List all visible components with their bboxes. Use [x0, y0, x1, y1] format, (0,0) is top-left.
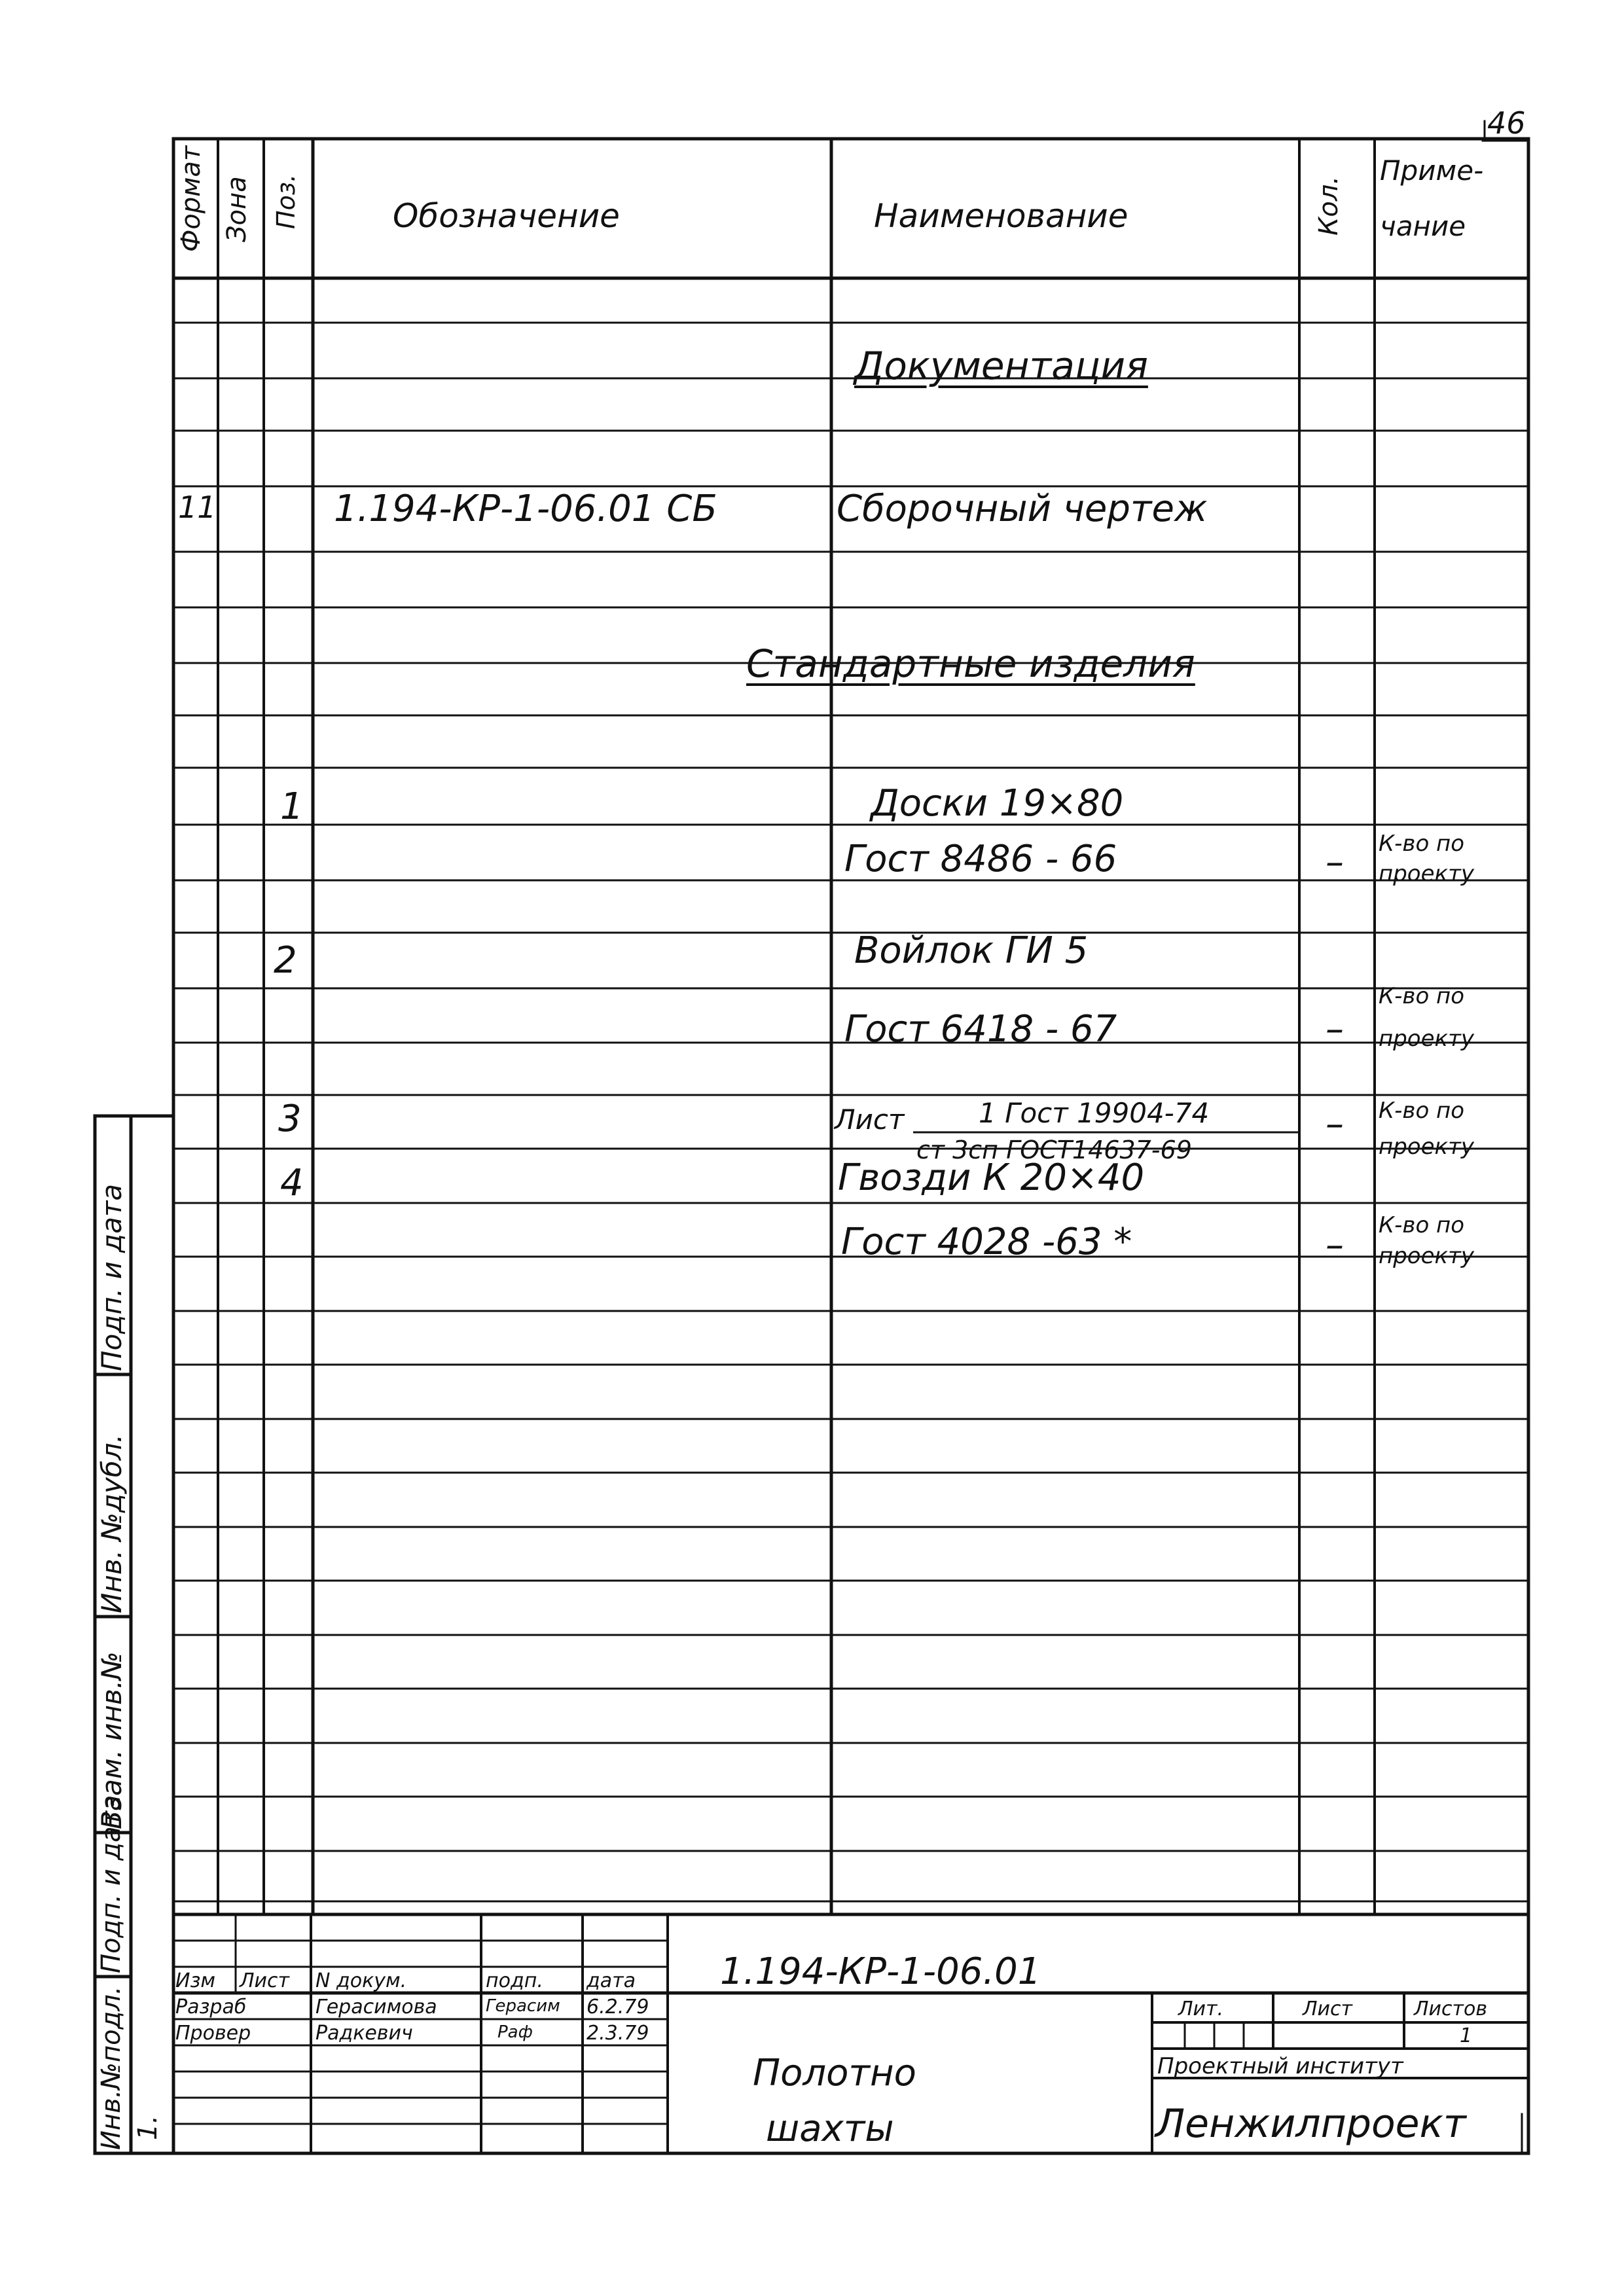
item-position: 2: [274, 939, 297, 982]
item-name-numerator: 1 Гост 19904-74: [979, 1097, 1210, 1129]
tb-role-checker: Провер: [175, 2022, 251, 2045]
item-note: проекту: [1379, 861, 1474, 887]
margin-dup-inventory: Инв. №дубл.: [96, 1433, 128, 1613]
item-quantity: –: [1326, 1008, 1344, 1050]
tb-sheets-label: Листов: [1414, 1998, 1488, 2020]
header-name: Наименование: [874, 197, 1128, 235]
item-name: Гост 6418 - 67: [844, 1008, 1117, 1050]
item-note: К-во по: [1379, 1212, 1465, 1238]
item-note: проекту: [1379, 1243, 1474, 1269]
section-standard-items: Стандартные изделия: [746, 641, 1195, 686]
item-position: 3: [278, 1098, 302, 1140]
tb-sheets-value: 1: [1460, 2024, 1473, 2047]
drawing-title-line2: шахты: [766, 2108, 894, 2150]
item-position: 4: [280, 1162, 304, 1204]
tb-name-developer: Герасимова: [316, 1996, 437, 2018]
tb-date-developer: 6.2.79: [586, 1996, 649, 2018]
item-note: проекту: [1379, 1134, 1474, 1160]
doc-designation: 1.194-КР-1-06.01 СБ: [334, 488, 717, 530]
item-name-denominator: ст 3сп ГОСТ14637-69: [916, 1136, 1192, 1164]
tb-header-sheet: Лист: [240, 1969, 290, 1992]
tb-name-checker: Радкевич: [316, 2022, 413, 2045]
drawing-title-line1: Полотно: [753, 2052, 916, 2094]
item-note: К-во по: [1379, 983, 1465, 1009]
tb-letter-label: Лит.: [1178, 1998, 1224, 2020]
item-name: Гост 4028 -63 *: [841, 1221, 1132, 1263]
header-position: Поз.: [272, 173, 300, 229]
item-position: 1: [280, 785, 304, 828]
header-format: Формат: [176, 145, 206, 252]
tb-header-change: Изм: [175, 1969, 216, 1992]
doc-name: Сборочный чертеж: [837, 488, 1208, 530]
item-quantity: –: [1326, 1224, 1344, 1266]
margin-inventory-value: 1.: [133, 2115, 163, 2140]
header-zone: Зона: [222, 176, 252, 242]
item-note: проекту: [1379, 1026, 1474, 1052]
item-quantity: –: [1326, 1103, 1344, 1145]
header-quantity: Кол.: [1314, 175, 1344, 236]
header-designation: Обозначение: [393, 197, 620, 235]
margin-replace-inventory: Взам. инв.№: [96, 1651, 128, 1829]
margin-sign-date-2: Подп. и дата: [96, 1795, 126, 1973]
item-note: К-во по: [1379, 831, 1465, 857]
item-quantity: –: [1326, 841, 1344, 884]
tb-signature-checker: Раф: [497, 2022, 533, 2042]
item-name: Гвозди К 20×40: [838, 1157, 1145, 1199]
document-code: 1.194-КР-1-06.01: [720, 1950, 1041, 1993]
item-name: Гост 8486 - 66: [844, 838, 1117, 880]
margin-sign-date-1: Подп. и дата: [96, 1183, 128, 1371]
tb-date-checker: 2.3.79: [586, 2022, 649, 2045]
item-note: К-во по: [1379, 1098, 1465, 1124]
tb-signature-developer: Герасим: [486, 1996, 560, 2016]
item-name: Войлок ГИ 5: [854, 929, 1089, 972]
sheet-number: 46: [1487, 105, 1526, 141]
header-note-line1: Приме-: [1380, 154, 1484, 187]
organization-name: Проектный институт: [1157, 2053, 1403, 2079]
item-name-prefix: Лист: [835, 1103, 905, 1136]
organization-title: Ленжилпроект: [1155, 2101, 1466, 2147]
margin-original-inventory: Инв.№подл.: [96, 1986, 126, 2150]
doc-format: 11: [178, 490, 217, 525]
tb-sheet-label: Лист: [1303, 1998, 1353, 2020]
tb-header-date: дата: [586, 1969, 636, 1992]
section-documentation: Документация: [854, 344, 1148, 388]
tb-role-developer: Разраб: [175, 1996, 247, 2018]
header-note-line2: чание: [1380, 210, 1466, 242]
item-name: Доски 19×80: [871, 782, 1124, 825]
tb-header-doc-number: N докум.: [316, 1969, 407, 1992]
tb-header-signature: подп.: [486, 1969, 543, 1992]
